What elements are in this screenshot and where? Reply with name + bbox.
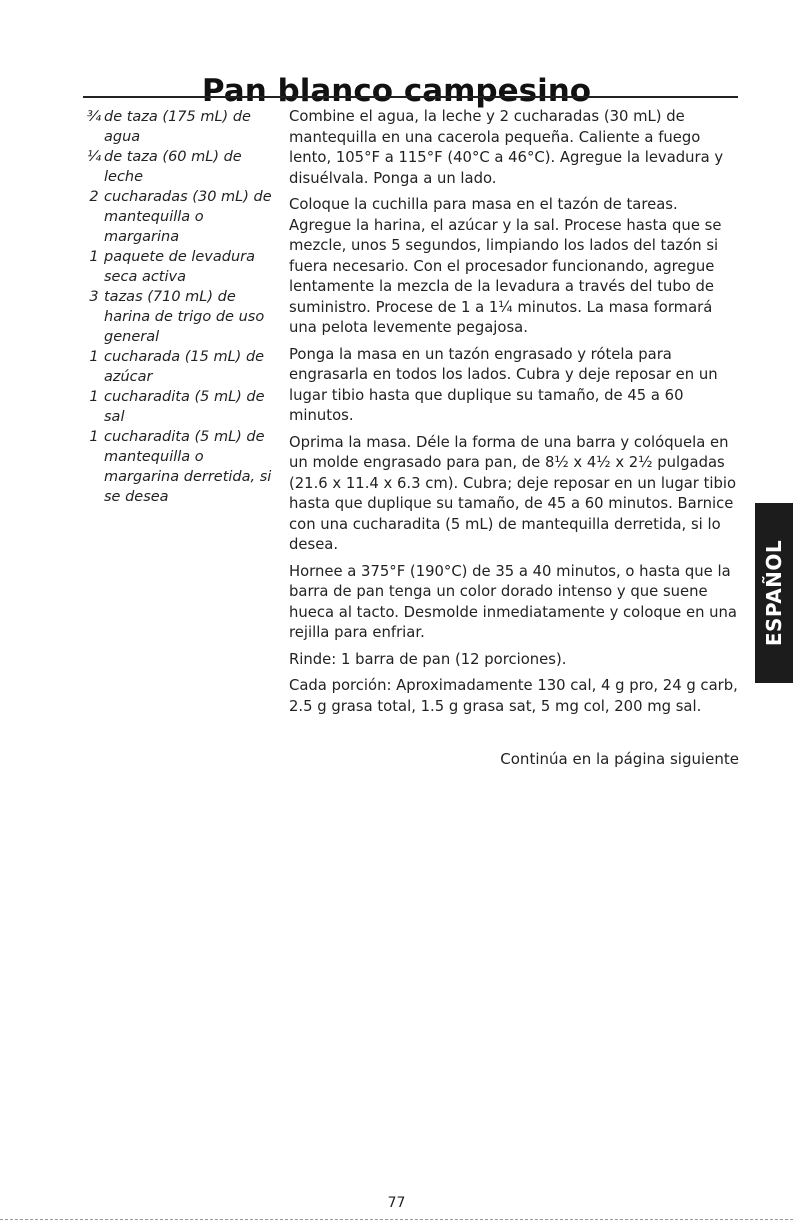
language-tab-label: ESPAÑOL <box>762 539 786 647</box>
instruction-paragraph: Oprima la masa. Déle la forma de una barra y colóquela en un molde engrasado para pan, de 8½ x 4½ x 2½ pulgadas (21.6 x 11.4 x 6.3 cm). Cubra; deje reposar en un lugar tibio hasta que duplique su tamaño, de 45 a 60 minutos. Barnice con una cucharadita (5 mL) de mantequilla derretida, si lo desea. <box>289 433 737 553</box>
ingredient-item <box>84 187 274 247</box>
ingredient-text: paquete de levadura seca activa <box>104 249 256 285</box>
instruction-paragraph: Combine el agua, la leche y 2 cucharadas (30 mL) de mantequilla en una cacerola pequeña. Caliente a fuego lento, 105°F a 115°F (40°C a 46°C). Agregue la levadura y disuélvala. Ponga a un lado. <box>289 108 724 187</box>
ingredient-quantity: 1 <box>89 429 99 445</box>
ingredient-list <box>84 107 274 507</box>
ingredient-text: de taza (175 mL) de agua <box>104 109 251 145</box>
nutrition-text: Cada porción: Aproximadamente 130 cal, 4 g pro, 24 g carb, 2.5 g grasa total, 1.5 g grasa sat, 5 mg col, 200 mg sal. <box>289 677 738 715</box>
language-tab <box>755 503 793 683</box>
title-divider <box>83 96 738 98</box>
bottom-divider <box>0 1219 793 1220</box>
ingredient-item <box>84 287 274 347</box>
ingredient-text: cucharada (15 mL) de azúcar <box>104 349 265 385</box>
ingredient-item <box>84 347 274 387</box>
ingredient-item <box>84 387 274 427</box>
ingredient-text: cucharadita (5 mL) de mantequilla o margarina derretida, si se desea <box>104 429 272 505</box>
ingredient-quantity: 1 <box>89 389 99 405</box>
ingredient-quantity: 1 <box>89 249 99 265</box>
ingredient-text: cucharadas (30 mL) de mantequilla o margarina <box>104 189 272 245</box>
ingredient-quantity: 2 <box>89 189 99 205</box>
ingredient-item <box>84 427 274 507</box>
ingredient-quantity: ¾ <box>86 109 102 125</box>
ingredient-quantity: ¼ <box>86 149 102 165</box>
instruction-paragraph: Coloque la cuchilla para masa en el tazón de tareas. Agregue la harina, el azúcar y la sal. Procese hasta que se mezcle, unos 5 segundos, limpiando los lados del tazón si fuera necesario. Con el procesador funcionando, agregue lentamente la mezcla de la levadura a través del tubo de suministro. Procese de 1 a 1¼ minutos. La masa formará una pelota levemente pegajosa. <box>289 196 722 336</box>
ingredient-quantity: 3 <box>89 289 99 305</box>
instructions <box>289 107 741 723</box>
ingredient-item <box>84 147 274 187</box>
yield-text: Rinde: 1 barra de pan (12 porciones). <box>289 650 567 668</box>
instruction-paragraph: Ponga la masa en un tazón engrasado y rótela para engrasarla en todos los lados. Cubra y deje reposar en un lugar tibio hasta que duplique su tamaño, de 45 a 60 minutos. <box>289 345 718 424</box>
continue-note: Continúa en la página siguiente <box>500 750 739 768</box>
ingredient-quantity: 1 <box>89 349 99 365</box>
ingredient-text: cucharadita (5 mL) de sal <box>104 389 265 425</box>
ingredient-item <box>84 107 274 147</box>
ingredient-item <box>84 247 274 287</box>
ingredient-text: de taza (60 mL) de leche <box>104 149 242 185</box>
ingredient-text: tazas (710 mL) de harina de trigo de uso general <box>104 289 265 345</box>
instruction-paragraph: Hornee a 375°F (190°C) de 35 a 40 minutos, o hasta que la barra de pan tenga un color dorado intenso y que suene hueca al tacto. Desmolde inmediatamente y coloque en una rejilla para enfriar. <box>289 562 737 641</box>
page-title: Pan blanco campesino <box>201 72 592 109</box>
page-number: 77 <box>387 1195 406 1211</box>
